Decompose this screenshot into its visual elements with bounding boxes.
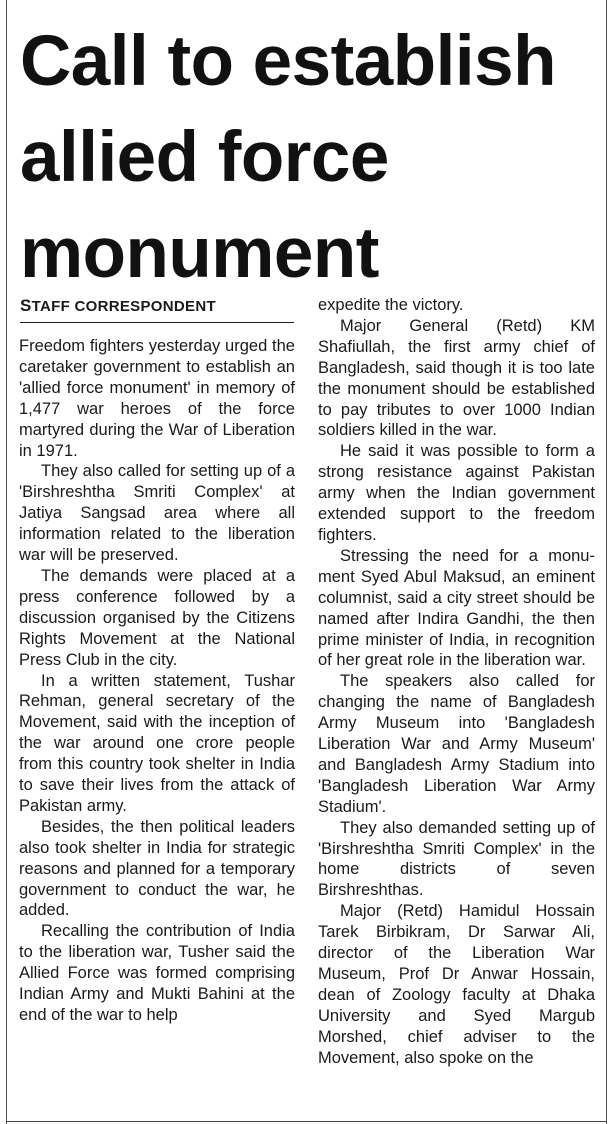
paragraph: They also called for setting up of a 'Birshreshtha Smriti Complex' at Jatiya Sangsad area where all information related to the liberation war will be preserved. [19, 462, 295, 565]
paragraph: The speakers also called for changing the name of Bangladesh Army Museum into 'Bangladesh Liberation War and Army Museum' and Bangladesh Army Stadium into 'Bangladesh Liberation War Army Stadium'. [318, 672, 595, 816]
byline [20, 296, 294, 323]
bottom-border-rule [6, 1121, 607, 1122]
paragraph: Major (Retd) Hamidul Hossain Tarek Birbikram, Dr Sarwar Ali, director of the Liberation War Museum, Prof Dr Anwar Hossain, dean of Zoology faculty at Dhaka University and Syed Margub Morshed, chief adviser to the Movement, also spoke on the [318, 902, 595, 1067]
headline-line-3: monument [20, 214, 379, 293]
paragraph: Recalling the contribution of India to the liberation war, Tusher said the Allied Force was formed comprising Indian Army and Mukti Bahini at the end of the war to help [19, 922, 295, 1024]
headline-line-1: Call to establish [20, 22, 556, 101]
paragraph: The demands were placed at a press conference followed by a discussion organised by the Citizens Rights Movement at the National Press Club in the city. [19, 566, 295, 669]
paragraph: Besides, the then political leaders also took shelter in India for strategic reasons and planned for a temporary government to conduct the war, he added. [19, 817, 295, 920]
paragraph: In a written statement, Tushar Rehman, general secretary of the Movement, said with the inception of the war around one crore people from this country took shelter in India to save their lives from the attack of Pakistan army. [19, 671, 295, 815]
paragraph: expedite the victory. [318, 296, 464, 314]
headline-line-2: allied force [20, 118, 389, 197]
paragraph: Freedom fighters yesterday urged the caretaker government to establish an 'allied force monument' in memory of 1,477 war heroes of the force martyred during the War of Liberation in 1971. [19, 337, 295, 460]
left-border-rule [6, 0, 7, 1124]
article-column-left [19, 336, 295, 1026]
headline [20, 14, 605, 302]
paragraph: He said it was possible to form a strong resistance against Pakistan army when the Indian government extended support to the freedom fighters. [318, 442, 595, 544]
right-border-rule [606, 0, 607, 1124]
paragraph: They also demanded setting up of 'Birshreshtha Smriti Complex' in the home districts of seven Birshreshthas. [318, 818, 595, 900]
byline-initial: S [20, 296, 32, 315]
paragraph: Major General (Retd) KM Shafiullah, the first army chief of Bangladesh, said though it is too late the monument should be established to pay tributes to over 1000 Indian soldiers killed in the war. [318, 316, 595, 440]
article-column-right [318, 295, 595, 1069]
byline-rest: TAFF CORRESPONDENT [31, 298, 216, 315]
paragraph: Stressing the need for a monument Syed Abul Maksud, an eminent columnist, said a city street should be named after Indira Gandhi, the then prime minister of India, in recognition of her great role in the liberation war. [318, 546, 595, 670]
